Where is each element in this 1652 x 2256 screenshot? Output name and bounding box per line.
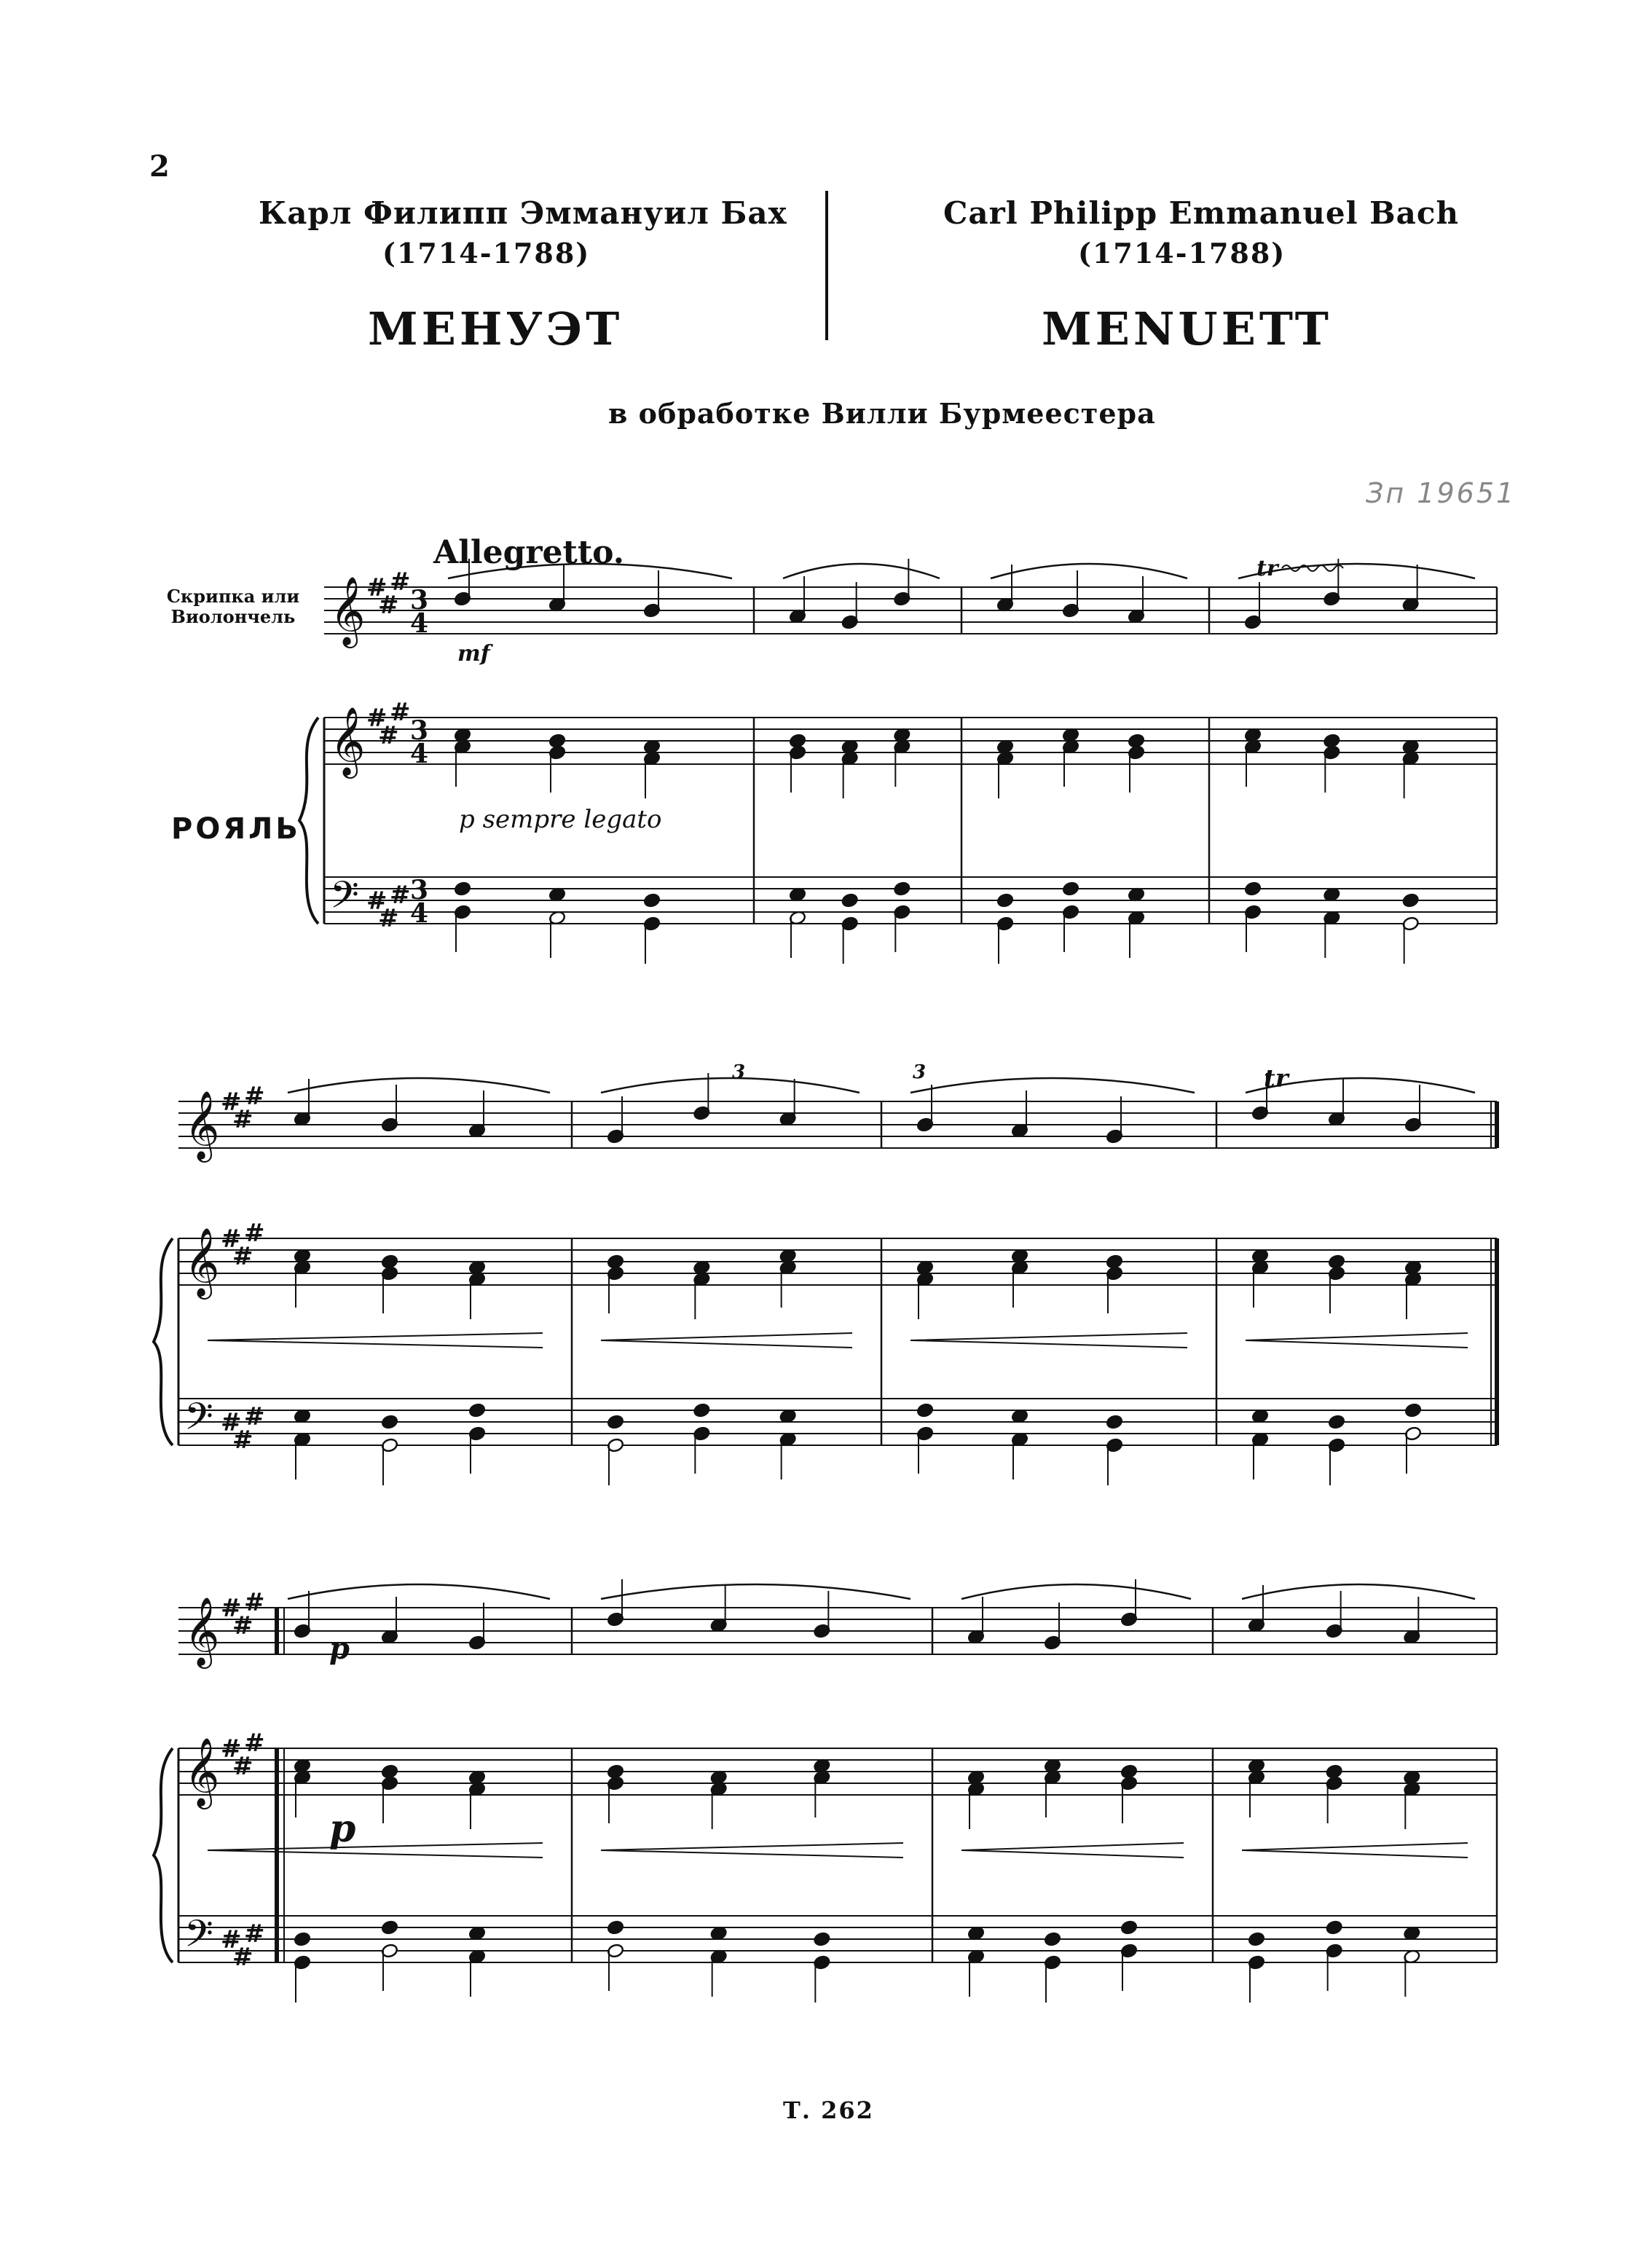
instrument-label-piano: РОЯЛЬ <box>171 812 301 846</box>
note-head <box>1402 893 1420 908</box>
note-head <box>693 1403 710 1418</box>
time-signature-top: 3 <box>410 715 429 746</box>
note-head <box>1106 1415 1123 1430</box>
slur <box>783 564 940 578</box>
key-signature-sharp: # <box>244 1082 265 1111</box>
key-signature-sharp: # <box>232 1105 253 1134</box>
time-signature-top: 3 <box>410 875 429 905</box>
note-head <box>381 1415 398 1430</box>
time-signature-bottom: 4 <box>410 898 429 929</box>
key-signature-sharp: # <box>221 1734 242 1764</box>
instrument-label-line-1: Скрипка или <box>166 586 300 607</box>
triplet-mark: 3 <box>913 1061 927 1083</box>
key-signature-sharp: # <box>232 1611 253 1640</box>
key-signature-sharp: # <box>244 1219 265 1248</box>
slur <box>601 1078 860 1093</box>
note-head <box>607 1920 624 1935</box>
time-signature-top: 3 <box>410 585 429 616</box>
note-head <box>813 1932 830 1947</box>
bass-clef: 𝄢 <box>330 873 359 926</box>
key-signature-sharp: # <box>244 1729 265 1758</box>
piano-brace <box>154 1748 173 1962</box>
dynamic-p-sempre-legato: p sempre legato <box>459 805 662 834</box>
note-head <box>294 1932 311 1947</box>
key-signature-sharp: # <box>366 704 388 733</box>
crescendo-hairpin <box>961 1843 1184 1858</box>
slur <box>288 1078 550 1093</box>
key-signature-sharp: # <box>390 698 411 727</box>
key-signature-sharp: # <box>221 1088 242 1117</box>
slur <box>1242 1584 1475 1599</box>
slur <box>601 1584 910 1599</box>
note-head <box>381 1920 398 1935</box>
treble-clef: 𝄞 <box>184 1227 220 1297</box>
dynamic-p-violin: p <box>329 1632 350 1666</box>
title-german: MENUETT <box>1042 302 1332 355</box>
instrument-label-line-2: Виолончель <box>170 606 296 627</box>
composer-name-german: Carl Philipp Emmanuel Bach <box>943 195 1459 231</box>
crescendo-hairpin <box>1242 1843 1468 1858</box>
note-head <box>643 893 661 908</box>
treble-clef: 𝄞 <box>184 1597 220 1666</box>
key-signature-sharp: # <box>221 1225 242 1254</box>
note-head <box>1248 1932 1265 1947</box>
key-signature-sharp: # <box>232 1426 253 1455</box>
note-head <box>468 1403 486 1418</box>
note-head <box>1044 1932 1061 1947</box>
page-number: 2 <box>149 149 170 184</box>
title-russian: МЕНУЭТ <box>368 302 624 355</box>
key-signature-sharp: # <box>366 887 388 916</box>
slur <box>448 564 732 578</box>
key-signature-sharp: # <box>244 1402 265 1431</box>
key-signature-sharp: # <box>378 904 399 933</box>
note-head <box>1404 1403 1422 1418</box>
key-signature-sharp: # <box>221 1594 242 1623</box>
crescendo-hairpin <box>208 1333 543 1348</box>
crescendo-hairpin <box>601 1843 903 1858</box>
crescendo-hairpin <box>910 1333 1187 1348</box>
composer-dates-german: (1714-1788) <box>1078 237 1286 270</box>
key-signature-sharp: # <box>390 881 411 910</box>
crescendo-hairpin <box>1246 1333 1468 1348</box>
note-head <box>996 893 1014 908</box>
note-head <box>607 1415 624 1430</box>
note-head <box>841 893 859 908</box>
treble-clef: 𝄞 <box>330 576 366 645</box>
slur <box>910 1078 1195 1093</box>
time-signature-bottom: 4 <box>410 608 429 639</box>
note-head <box>916 1403 934 1418</box>
crescendo-hairpin <box>601 1333 852 1348</box>
slur <box>991 564 1187 578</box>
key-signature-sharp: # <box>232 1943 253 1972</box>
crescendo-hairpin <box>208 1843 543 1858</box>
library-stamp: Зп 19651 <box>1366 477 1517 509</box>
time-signature-bottom: 4 <box>410 739 429 769</box>
piano-brace <box>154 1238 173 1445</box>
dynamic-mf: mf <box>457 641 490 667</box>
dynamic-p-piano: p <box>329 1807 356 1851</box>
treble-clef: 𝄞 <box>184 1090 220 1160</box>
key-signature-sharp: # <box>244 1588 265 1617</box>
trill-mark: tr <box>1264 1064 1289 1093</box>
note-head <box>454 881 471 897</box>
piano-brace <box>299 718 318 924</box>
note-head <box>1244 881 1262 897</box>
note-head <box>1062 881 1079 897</box>
key-signature-sharp: # <box>366 573 388 602</box>
key-signature-sharp: # <box>378 721 399 750</box>
key-signature-sharp: # <box>244 1919 265 1949</box>
key-signature-sharp: # <box>378 591 399 620</box>
bass-clef: 𝄢 <box>184 1394 213 1447</box>
note-head <box>893 881 910 897</box>
composer-dates-russian: (1714-1788) <box>382 237 591 270</box>
arranger-credit: в обработке Вилли Бурмеестера <box>608 397 1156 430</box>
composer-name-russian: Карл Филипп Эммануил Бах <box>259 195 787 231</box>
key-signature-sharp: # <box>221 1925 242 1954</box>
note-head <box>1120 1920 1138 1935</box>
slur <box>961 1584 1191 1599</box>
key-signature-sharp: # <box>390 567 411 597</box>
plate-number: Т. 262 <box>783 2096 874 2124</box>
treble-clef: 𝄞 <box>330 707 366 776</box>
note-head <box>1328 1415 1345 1430</box>
key-signature-sharp: # <box>232 1752 253 1781</box>
note-head <box>1326 1920 1343 1935</box>
bass-clef: 𝄢 <box>184 1911 213 1965</box>
slur <box>288 1584 550 1599</box>
trill-mark: tr <box>1256 556 1278 581</box>
triplet-mark: 3 <box>732 1061 746 1083</box>
tempo-marking: Allegretto. <box>433 534 625 571</box>
key-signature-sharp: # <box>221 1408 242 1437</box>
treble-clef: 𝄞 <box>184 1737 220 1807</box>
key-signature-sharp: # <box>232 1242 253 1271</box>
